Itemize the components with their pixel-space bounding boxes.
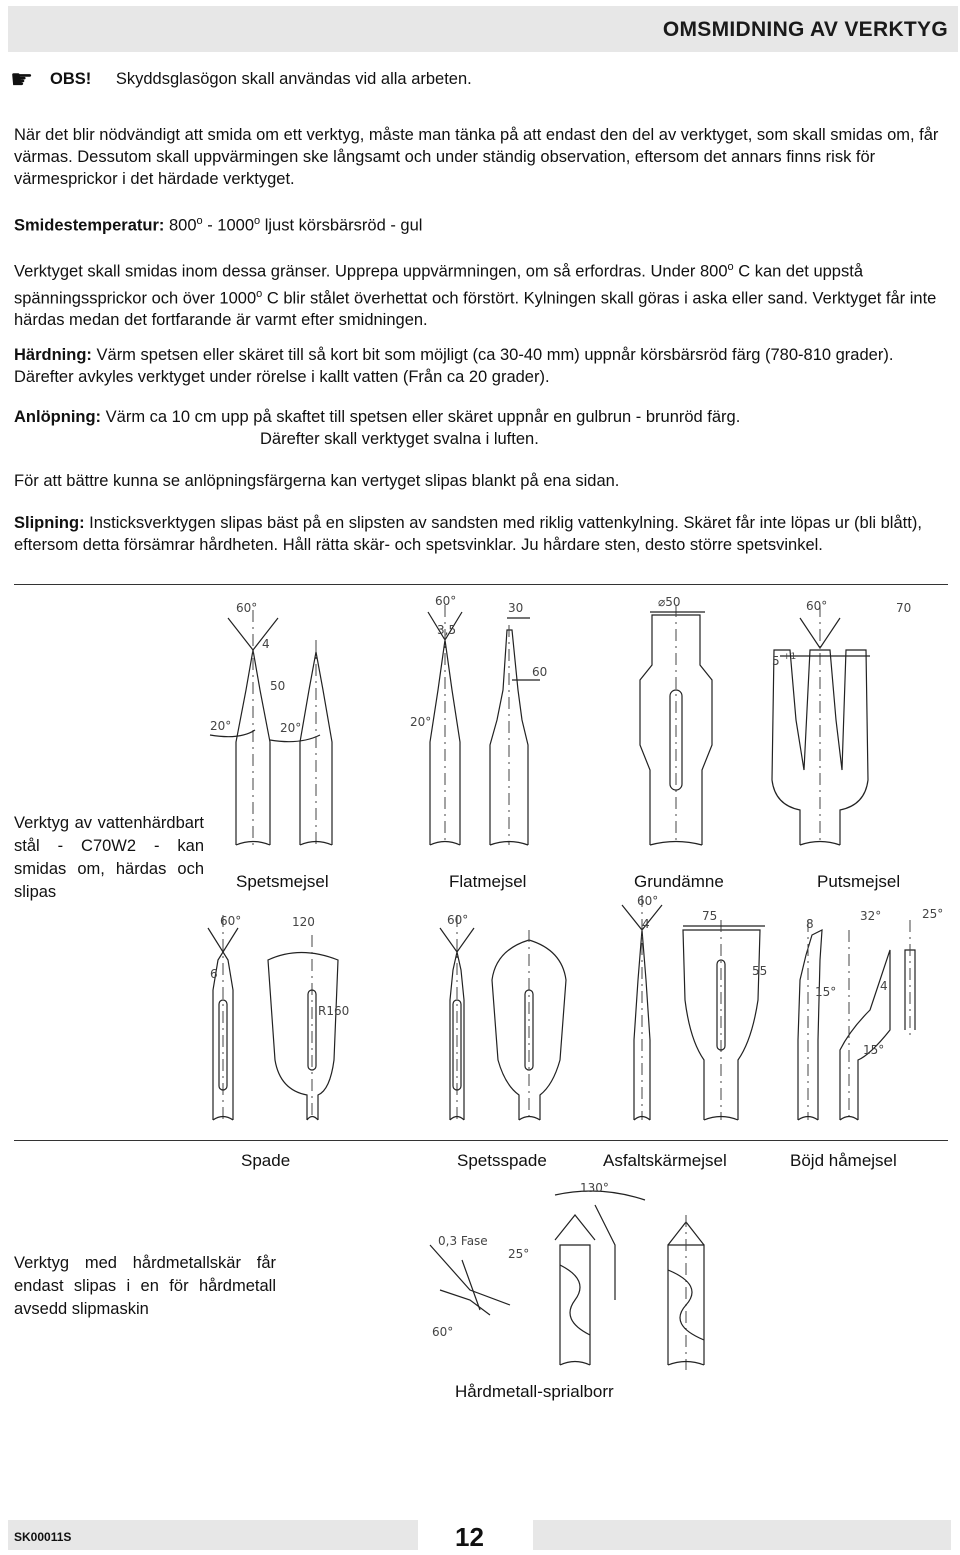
dim-label: 60° — [806, 599, 828, 613]
caption-spetsspade: Spetsspade — [457, 1151, 547, 1170]
dim-label: 60° — [447, 913, 469, 927]
hardning-label: Härdning: — [14, 346, 92, 364]
anlopning-label: Anlöpning: — [14, 408, 102, 426]
caption-bojd-hamejsel: Böjd håmejsel — [790, 1151, 897, 1170]
dim-label: R160 — [318, 1004, 350, 1018]
footer-bar-right — [533, 1520, 951, 1550]
divider-middle — [14, 1140, 948, 1141]
dim-label: 50 — [270, 679, 286, 693]
smide-label: Smidestemperatur: — [14, 216, 165, 235]
limits-b: C kan det uppstå spänningssprickor och över 1000 — [14, 262, 863, 307]
deg-1: o — [196, 215, 203, 227]
dim-label: 20° — [280, 721, 302, 735]
dim-label: 120 — [292, 915, 315, 929]
dim-label: 15° — [863, 1043, 885, 1057]
dim-label: 60° — [432, 1325, 454, 1339]
caption-putsmejsel: Putsmejsel — [817, 872, 901, 891]
farg-paragraph: För att bättre kunna se anlöpningsfärgerna kan vertyget slipas blankt på ena sidan. — [14, 472, 620, 490]
document-code: SK00011S — [14, 1530, 72, 1544]
dim-label: 6 — [210, 967, 218, 981]
note-hardmetall: Verktyg med hårdmetallskär får endast slipas i en för hårdmetall avsedd slipmaskin — [14, 1254, 276, 1318]
dim-label: 5 — [772, 654, 780, 668]
dim-label: 70 — [896, 601, 912, 615]
obs-label: OBS! — [50, 70, 92, 88]
page-number: 12 — [455, 1522, 484, 1552]
dim-label: 55 — [752, 964, 768, 978]
obs-text: Skyddsglasögon skall användas vid alla arbeten. — [115, 70, 472, 88]
caption-flatmejsel: Flatmejsel — [449, 872, 527, 891]
intro-paragraph: När det blir nödvändigt att smida om ett verktyg, måste man tänka på att endast den del av verktyget, som skall smidas om, får värmas. Dessutom skall uppvärmingen ske långsamt och under ständig observation, eftersom det annars finns risk för värmesprickor i det härdade verktyget. — [14, 126, 939, 188]
dim-label: ⌀50 — [658, 595, 681, 609]
pointing-hand-icon: ☛ — [10, 64, 34, 94]
dim-label: 4 — [642, 917, 650, 931]
dim-label: 20° — [410, 715, 432, 729]
dim-label: 0,3 Fase — [438, 1234, 488, 1248]
dim-label: 60° — [435, 594, 457, 608]
tool-grundamne — [640, 605, 712, 845]
tool-bojd-hamejsel — [798, 920, 915, 1120]
tool-flatmejsel — [428, 605, 540, 845]
dim-label: 60 — [532, 665, 548, 679]
dim-label: 32° — [860, 909, 882, 923]
slipning-label: Slipning: — [14, 514, 85, 532]
dim-label: 20° — [210, 719, 232, 733]
dim-label: 15° — [815, 985, 837, 999]
dim-label: 25° — [508, 1247, 530, 1261]
dim-label: 60° — [220, 914, 242, 928]
caption-spetsmejsel: Spetsmejsel — [236, 872, 329, 891]
deg-4: o — [256, 287, 263, 300]
dim-label: 8 — [806, 917, 814, 931]
note-vattenhardbart: Verktyg av vattenhärdbart stål - C70W2 - kan smidas om, härdas och slipas — [14, 814, 204, 901]
dim-label: 4 — [262, 637, 270, 651]
tool-spetsspade — [440, 915, 566, 1120]
deg-3: o — [727, 261, 734, 273]
hardning-text: Värm spetsen eller skäret till så kort bit som möjligt (ca 30-40 mm) uppnår körsbärsröd färg (780-810 grader). Därefter avkyles verktyget under rörelse i kallt vatten (Från ca 20 grader). — [14, 346, 894, 386]
tool-putsmejsel — [772, 605, 870, 845]
dim-label: 4 — [880, 979, 888, 993]
deg-2: o — [254, 215, 261, 227]
caption-asfaltskarmejsel: Asfaltskärmejsel — [603, 1151, 727, 1170]
anlopning-text2: Därefter skall verktyget svalna i luften. — [260, 430, 539, 448]
dim-label: 3,5 — [437, 623, 457, 637]
tool-spiral-drill — [430, 1191, 704, 1370]
dim-label: +1 — [783, 652, 797, 662]
page-title: OMSMIDNING AV VERKTYG — [662, 18, 948, 41]
dim-label: 30 — [508, 601, 524, 615]
caption-spiralborr: Hårdmetall-sprialborr — [455, 1382, 614, 1401]
anlopning-text: Värm ca 10 cm upp på skaftet till spetsen eller skäret uppnår en gulbrun - brunröd färg. — [101, 408, 741, 426]
dim-label: 60° — [637, 894, 659, 908]
slipning-text: Insticksverktygen slipas bäst på en slipsten av sandsten med riklig vattenkylning. Skäret får inte löpas ur (bli blått), eftersom detta försämrar hårdheten. Håll rätta skär- och spetsvinklar. Ju hårdare sten, desto större spetsvinkel. — [14, 514, 922, 554]
smide-t1: 800 — [168, 216, 197, 235]
caption-spade: Spade — [241, 1151, 291, 1170]
dim-label: 60° — [236, 601, 258, 615]
caption-grundamne: Grundämne — [634, 872, 724, 891]
limits-c: C blir stålet överhettat och förstört. Kylningen skall göras i aska eller sand. Verktyget får inte härdas medan det fortfarande är varmt efter smidningen. — [14, 289, 937, 329]
dim-label: 130° — [580, 1181, 609, 1195]
smide-sep: - 1000 — [202, 216, 255, 235]
dim-label: 75 — [702, 909, 718, 923]
dim-label: 25° — [922, 907, 944, 921]
limits-a: Verktyget skall smidas inom dessa gränser. Upprepa uppvärmningen, om så erfordras. Under 800 — [14, 262, 728, 281]
smide-rest: ljust körsbärsröd - gul — [260, 216, 423, 235]
